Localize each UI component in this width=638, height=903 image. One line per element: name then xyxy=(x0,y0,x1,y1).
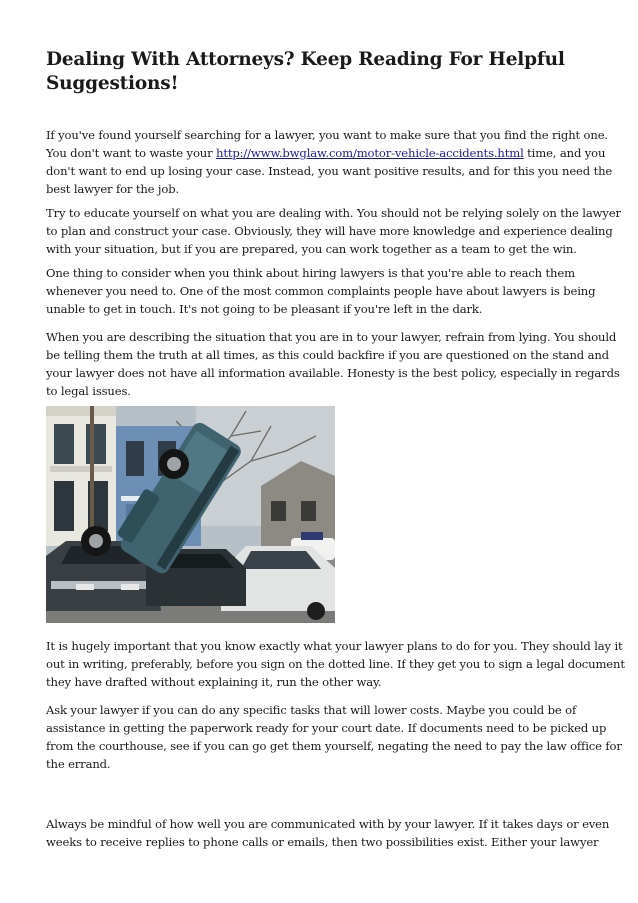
text-line xyxy=(46,144,612,162)
text-line: be telling them the truth at all times, as this could backfire if you are questioned on the stand and xyxy=(46,348,609,362)
text-line: Ask your lawyer if you can do any specific tasks that will lower costs. Maybe you could be of xyxy=(46,703,577,717)
text-line: don't want to end up losing your case. Instead, you want positive results, and for this you need the xyxy=(46,164,613,178)
text-line: assistance in getting the paperwork ready for your court date. If documents need to be picked up xyxy=(46,721,607,735)
text-line: It is hugely important that you know exactly what your lawyer plans to do for you. They should lay it xyxy=(46,639,623,653)
text-line: they have drafted without explaining it, run the other way. xyxy=(46,675,382,689)
document-page xyxy=(46,48,625,849)
text-line: Try to educate yourself on what you are dealing with. You should not be relying solely on the lawyer xyxy=(46,206,621,220)
text-fragment: You don't want to waste your xyxy=(46,146,217,160)
paragraph-1 xyxy=(46,126,612,198)
paragraph-4 xyxy=(46,328,620,400)
text-line: to legal issues. xyxy=(46,384,131,398)
text-line: When you are describing the situation that you are in to your lawyer, refrain from lying. You should xyxy=(46,330,617,344)
text-fragment: time, and you xyxy=(523,146,606,160)
paragraph-3 xyxy=(46,264,595,318)
text-line: One thing to consider when you think about hiring lawyers is that you're able to reach them xyxy=(46,266,575,280)
text-line: whenever you need to. One of the most common complaints people have about lawyers is being xyxy=(46,284,596,298)
text-line: out in writing, preferably, before you sign on the dotted line. If they get you to sign a legal document xyxy=(46,657,625,671)
document-title xyxy=(46,48,596,96)
paragraph-6 xyxy=(46,701,622,773)
text-line: to plan and construct your case. Obviously, they will have more knowledge and experience dealing xyxy=(46,224,613,238)
lawyer-website-link[interactable]: http://www.bwglaw.com/motor-vehicle-accidents.html xyxy=(216,146,524,160)
text-line: If you've found yourself searching for a lawyer, you want to make sure that you find the right one. xyxy=(46,128,608,142)
text-line: the errand. xyxy=(46,757,111,771)
text-line: Always be mindful of how well you are communicated with by your lawyer. If it takes days or even xyxy=(46,817,610,831)
text-line: weeks to receive replies to phone calls or emails, then two possibilities exist. Either your lawyer xyxy=(46,835,599,849)
paragraph-5 xyxy=(46,637,625,691)
text-line: from the courthouse, see if you can go get them yourself, negating the need to pay the law office for xyxy=(46,739,622,753)
title-line: Dealing With Attorneys? Keep Reading For Helpful xyxy=(46,49,565,70)
title-line: Suggestions! xyxy=(46,73,179,94)
text-line: unable to get in touch. It's not going to be pleasant if you're left in the dark. xyxy=(46,302,483,316)
text-line: your lawyer does not have all information available. Honesty is the best policy, especially in regards xyxy=(46,366,620,380)
car-accident-photo xyxy=(46,406,335,623)
text-line: best lawyer for the job. xyxy=(46,182,180,196)
paragraph-2 xyxy=(46,204,621,258)
text-line: with your situation, but if you are prepared, you can work together as a team to get the win. xyxy=(46,242,577,256)
paragraph-7 xyxy=(46,815,609,851)
